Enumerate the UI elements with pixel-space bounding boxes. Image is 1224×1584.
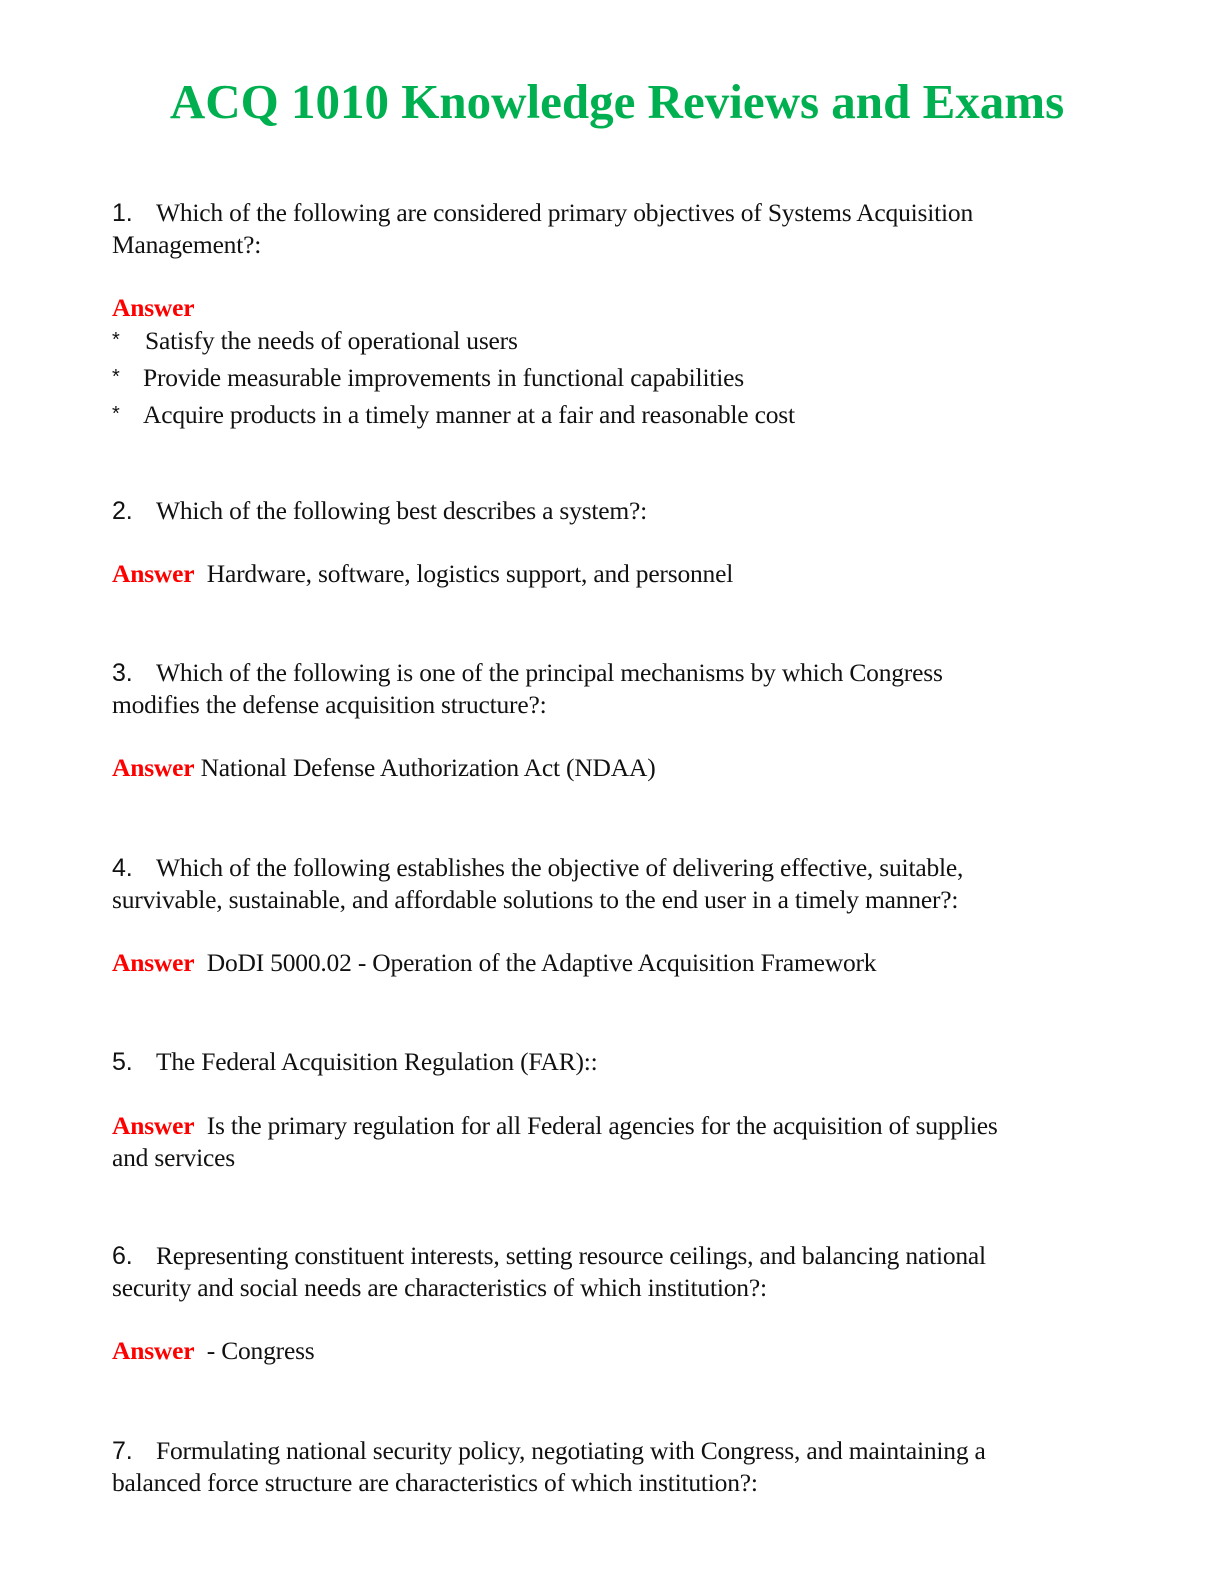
question-text-continued: Management?: bbox=[112, 230, 262, 259]
answer-4 bbox=[112, 947, 1112, 979]
question-text-continued: modifies the defense acquisition structure?: bbox=[112, 690, 547, 719]
answer-label: Answer bbox=[112, 753, 195, 782]
question-number: 7. bbox=[112, 1437, 133, 1465]
answer-1 bbox=[112, 292, 1112, 431]
page-title: ACQ 1010 Knowledge Reviews and Exams bbox=[169, 74, 1065, 129]
question-1 bbox=[112, 197, 1112, 261]
question-text-continued: security and social needs are characteristics of which institution?: bbox=[112, 1273, 767, 1302]
answer-2 bbox=[112, 558, 1112, 590]
question-text: 2. Which of the following best describes a system?: bbox=[112, 496, 648, 525]
answer-bullet: * Satisfy the needs of operational users bbox=[112, 326, 518, 355]
bullet-icon: * bbox=[112, 366, 120, 388]
question-5 bbox=[112, 1046, 1112, 1078]
question-number: 4. bbox=[112, 854, 133, 882]
answer-label: Answer bbox=[112, 948, 195, 977]
question-text: 1. Which of the following are considered primary objectives of Systems Acquisition bbox=[112, 198, 974, 227]
answer-3 bbox=[112, 752, 1112, 784]
question-6 bbox=[112, 1240, 1112, 1304]
question-7 bbox=[112, 1435, 1112, 1499]
question-text: 4. Which of the following establishes the objective of delivering effective, suitable, bbox=[112, 853, 964, 882]
question-text: 5. The Federal Acquisition Regulation (FAR):: bbox=[112, 1047, 598, 1076]
question-3 bbox=[112, 657, 1112, 721]
question-text-continued: survivable, sustainable, and affordable solutions to the end user in a timely manner?: bbox=[112, 885, 959, 914]
question-number: 5. bbox=[112, 1048, 133, 1076]
answer-text: Hardware, software, logistics support, and personnel bbox=[206, 559, 734, 588]
question-number: 6. bbox=[112, 1242, 133, 1270]
answer-bullet: * Provide measurable improvements in functional capabilities bbox=[112, 363, 744, 392]
question-text: 7. Formulating national security policy, negotiating with Congress, and maintaining a bbox=[112, 1436, 986, 1465]
question-text: 6. Representing constituent interests, setting resource ceilings, and balancing national bbox=[112, 1241, 986, 1270]
question-text-continued: balanced force structure are characteristics of which institution?: bbox=[112, 1468, 758, 1497]
answer-text-continued: and services bbox=[112, 1143, 235, 1172]
answer-text: - Congress bbox=[206, 1336, 315, 1365]
answer-label: Answer bbox=[112, 1336, 195, 1365]
answer-label: Answer bbox=[112, 559, 195, 588]
answer-label: Answer bbox=[112, 1111, 195, 1140]
answer-text: Is the primary regulation for all Federal agencies for the acquisition of supplies bbox=[206, 1111, 998, 1140]
answer-bullet: * Acquire products in a timely manner at a fair and reasonable cost bbox=[112, 400, 795, 429]
answer-text: National Defense Authorization Act (NDAA) bbox=[200, 753, 656, 782]
question-number: 2. bbox=[112, 497, 133, 525]
question-2 bbox=[112, 495, 1112, 527]
question-number: 1. bbox=[112, 199, 133, 227]
answer-text: DoDI 5000.02 - Operation of the Adaptive Acquisition Framework bbox=[206, 948, 877, 977]
question-number: 3. bbox=[112, 659, 133, 687]
question-4 bbox=[112, 852, 1112, 916]
bullet-icon: * bbox=[112, 403, 120, 425]
answer-5 bbox=[112, 1110, 1112, 1174]
answer-6 bbox=[112, 1335, 1112, 1367]
question-text: 3. Which of the following is one of the principal mechanisms by which Congress bbox=[112, 658, 943, 687]
bullet-icon: * bbox=[112, 329, 120, 351]
answer-label: Answer bbox=[112, 293, 195, 322]
